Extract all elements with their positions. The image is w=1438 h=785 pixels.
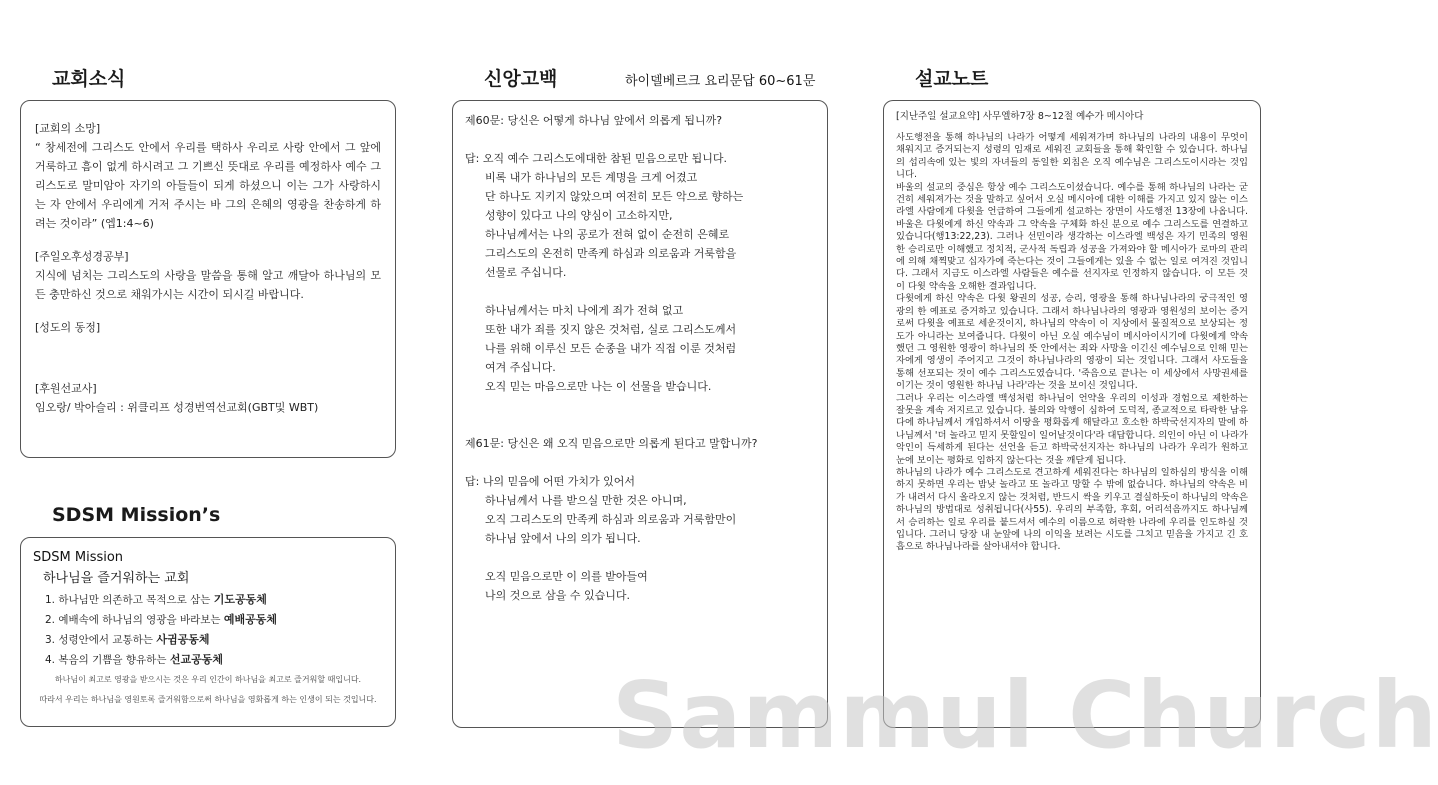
- mission-heading: SDSM Mission: [33, 550, 124, 565]
- sermon-paragraph: 바울의 설교의 중심은 항상 예수 그리스도이셨습니다. 예수를 통해 하나님의 나라는 굳건히 세워져가는 것을 말하고 싶어서 오실 메시아에 대한 이해를 가지고 있지 않는 이스라엘 사람에게 다윗을 언급하여 그들에게 설교하는 장면이 사도행전 13장에 나옵니다. 바울은 다윗에게 하신 약속과 그 약속을 구체화 하신 분으로 예수 그리스도를 연결하고 있습니다(행13:22,23). 그러나 선민이라 생각하는 이스라엘 백성은 자기 민족의 영원한 승리로만 이해했고 정치적, 군사적 독립과 성공을 가져와야 할 메시아가 로마의 관리에 의해 채찍맞고 십자가에 죽는다는 것이 그들에게는 있을 수 없는 일로 여겨진 것입니다. 그래서 지금도 이스라엘 사람들은 예수를 선지자로 인정하지 않습니다. 이 모든 것이 다윗 약속을 오해한 결과입니다.: [896, 181, 1248, 292]
- mission-footnote-2: 따라서 우리는 하나님을 영원토록 즐거워함으로써 하나님을 영화롭게 하는 인생이 되는 것입니다.: [39, 695, 377, 704]
- answer-61-first: 답: 나의 믿음에 어떤 가치가 있어서: [465, 475, 635, 488]
- missionary-text: 임오랑/ 박아슬리 : 위클리프 성경번역선교회(GBT및 WBT): [35, 401, 319, 414]
- mission-item: 2. 예배속에 하나님의 영광을 바라보는 예배공동체: [45, 613, 277, 626]
- mission-footnote-1: 하나님이 최고로 영광을 받으시는 것은 우리 인간이 하나님을 최고로 즐거워할 때입니다.: [54, 675, 362, 684]
- mission-item: 1. 하나님만 의존하고 목적으로 삼는 기도공동체: [45, 593, 267, 606]
- answer-line: 하나님 앞에서 나의 의가 됩니다.: [485, 532, 641, 545]
- missionary-label: [후원선교사]: [35, 382, 97, 395]
- faith-confession-panel: [452, 100, 828, 728]
- mission-item: 3. 성령안에서 교통하는 사귐공동체: [45, 633, 210, 646]
- answer-line: 그리스도의 온전히 만족케 하심과 의로움과 거룩함을: [485, 247, 737, 260]
- sermon-paragraph: 다윗에게 하신 약속은 다윗 왕권의 성공, 승리, 영광을 통해 하나님나라의 궁극적인 영광의 한 예표로 증거하고 있습니다. 그래서 하나님나라의 영광과 영원성의 보이는 증거로써 다윗을 예표로 세운것이지, 하나님의 약속이 이 지상에서 물질적으로 보상되는 정도가 아니라는 보여줍니다. 다윗이 아닌 오실 예수님이 메시아이시기에 다윗에게 약속했던 그 영원한 영광이 하나님의 뜻 안에서는 죄와 사망을 이긴신 예수님으로 인해 믿는자에게 영생이 주어지고 그것이 하나님나라의 영광이 되는 것입니다. 그래서 사도들을 통해 선포되는 것이 예수 그리스도였습니다. '죽음으로 끝나는 이 세상에서 사망권세를 이기는 것이 영원한 하나님 나라'라는 것을 보이신 것입니다.: [896, 293, 1248, 392]
- answer-60-first: 답: 오직 예수 그리스도에대한 참된 믿음으로만 됩니다.: [465, 152, 727, 165]
- answer-line: 또한 내가 죄를 짓지 않은 것처럼, 실로 그리스도께서: [485, 323, 737, 336]
- mission-panel: [20, 537, 396, 727]
- answer-line: 하나님께서는 마치 나에게 죄가 전혀 없고: [485, 304, 684, 317]
- hope-text: “ 창세전에 그리스도 안에서 우리를 택하사 우리로 사랑 안에서 그 앞에 거룩하고 흠이 없게 하시려고 그 기쁘신 뜻대로 우리를 예정하사 예수 그리스도로 말미암아 자기의 아들들이 되게 하셨으니 이는 그가 사랑하시는 자 안에서 우리에게 거저 주시는 바 그의 은혜의 영광을 찬송하게 하려는 것이라” (엡1:4~6): [35, 141, 381, 230]
- answer-line: 하나님께서 나를 받으실 만한 것은 아니며,: [485, 494, 687, 507]
- answer-line: 나를 위해 이루신 모든 순종을 내가 직접 이룬 것처럼: [485, 342, 737, 355]
- answer-line: 단 하나도 지키지 않았으며 여전히 모든 악으로 향하는: [485, 190, 744, 203]
- answer-line: 나의 것으로 삼을 수 있습니다.: [485, 589, 630, 602]
- sermon-paragraph: 하나님의 나라가 예수 그리스도로 견고하게 세워진다는 하나님의 일하심의 방식을 이해하지 못하면 우리는 밤낮 놀라고 또 놀라고 망할 수 밖에 없습니다. 하나님의 약속은 비가 내려서 다시 올라오지 않는 것처럼, 반드시 싹을 키우고 결실하듯이 하나님의 약속은 하나님의 방법대로 성취됩니다(사55). 우리의 부족함, 후회, 어리석음까지도 하나님께서 승리하는 일로 우리를 붙드셔서 예수의 이름으로 허락한 나라에 우리를 인도하실 것입니다. 그러니 당장 내 눈앞에 나의 이익을 보려는 시도를 그치고 믿음을 가지고 긴 호흡으로 하나님나라를 살아내셔야 합니다.: [896, 466, 1248, 553]
- sermon-notes-panel: [883, 100, 1261, 728]
- mission-item: 4. 복음의 기쁨을 향유하는 선교공동체: [45, 653, 223, 666]
- mission-subheading: 하나님을 즐거워하는 교회: [43, 571, 190, 586]
- question-61: 제61문: 당신은 왜 오직 믿음으로만 의롭게 된다고 말합니까?: [465, 437, 758, 450]
- answer-line: 오직 믿음으로만 이 의를 받아들여: [485, 570, 648, 583]
- answer-line: 오직 그리스도의 만족케 하심과 의로움과 거룩함만이: [485, 513, 737, 526]
- sermon-section-title: 설교노트: [883, 62, 988, 92]
- news-section-title: 교회소식: [20, 62, 125, 92]
- sermon-heading: [지난주일 설교요약] 사무엘하7장 8~12절 예수가 메시아다: [896, 111, 1144, 122]
- sermon-paragraph: 사도행전을 통해 하나님의 나라가 어떻게 세워져가며 하나님의 나라의 내용이 무엇이 채워지고 증거되는지 성령의 임재로 세워진 교회들을 통해 확인할 수 있습니다. 하나님의 섭리속에 있는 빛의 자녀들의 동일한 외침은 오직 예수님은 그리스도이시라는 것입니다.: [896, 132, 1248, 181]
- study-label: [주일오후성경공부]: [35, 250, 129, 263]
- hope-label: [교회의 소망]: [35, 122, 101, 135]
- mission-section-title: SDSM Mission’s: [20, 500, 220, 530]
- question-60: 제60문: 당신은 어떻게 하나님 앞에서 의롭게 됩니까?: [465, 114, 723, 127]
- faith-section-title: 신앙고백: [452, 62, 557, 92]
- church-news-panel: [20, 100, 396, 458]
- faith-subtitle: 하이델베르크 요리문답 60~61문: [625, 74, 816, 89]
- saints-label: [성도의 동정]: [35, 321, 101, 334]
- study-text: 지식에 넘치는 그리스도의 사랑을 말씀을 통해 알고 깨달아 하나님의 모든 충만하신 것으로 채워가시는 시간이 되시길 바랍니다.: [35, 269, 381, 301]
- answer-line: 선물로 주십니다.: [485, 266, 567, 279]
- answer-line: 성향이 있다고 나의 양심이 고소하지만,: [485, 209, 673, 222]
- answer-line: 비록 내가 하나님의 모든 계명을 크게 어겼고: [485, 171, 698, 184]
- answer-line: 여겨 주십니다.: [485, 361, 556, 374]
- answer-line: 오직 믿는 마음으로만 나는 이 선물을 받습니다.: [485, 380, 712, 393]
- sermon-paragraph: 그러나 우리는 이스라엘 백성처럼 하나님이 언약을 우리의 이성과 경험으로 제한하는 잘못을 계속 저지르고 있습니다. 불의와 악행이 심하여 도덕적, 종교적으로 타락한 남유다에 하나님께서 개입하셔서 이땅을 평화롭게 해달라고 호소한 하박국선지자의 말에 하나님께서 '더 놀라고 믿지 못할일이 일어날것이다'라 대답합니다. 의인이 아닌 이 나라가 악인이 득세하게 된다는 선언을 듣고 하박국선지자는 하나님의 나라가 우리가 원하고 눈에 보이는 평화로 임하지 않는다는 것을 깨닫게 됩니다.: [896, 392, 1248, 466]
- church-watermark: Sammul Church: [612, 662, 1438, 769]
- mission-list: [33, 590, 383, 670]
- answer-line: 하나님께서는 나의 공로가 전혀 없이 순전히 은혜로: [485, 228, 730, 241]
